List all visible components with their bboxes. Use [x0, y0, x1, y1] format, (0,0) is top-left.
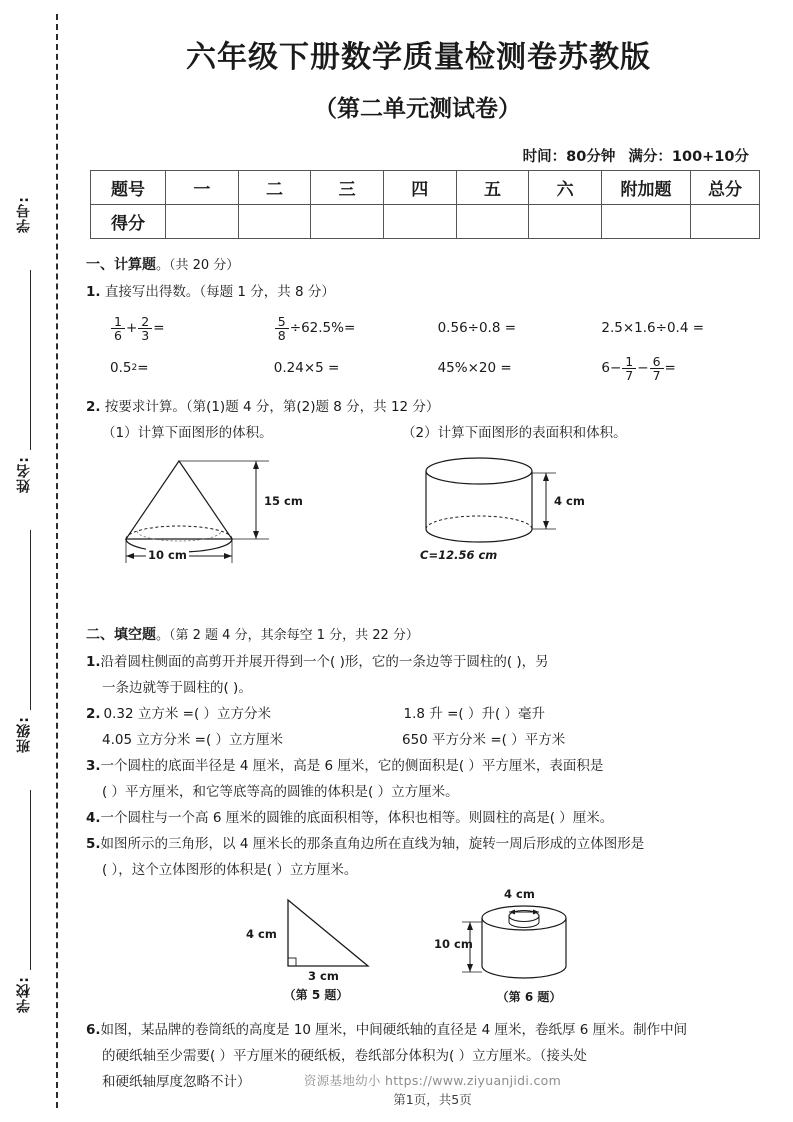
- equals-5: =: [137, 360, 149, 377]
- cylinder-height-label: 4 cm: [554, 494, 585, 509]
- page-footer: [72, 1071, 793, 1108]
- fill-item-6-line-2[interactable]: 的硬纸轴至少需要( ）平方厘米的硬纸板，卷纸部分体积为( ）立方厘米。（接头处: [102, 1048, 587, 1065]
- cone-height-label: 15 cm: [264, 494, 303, 509]
- fill-item-4: [86, 808, 773, 829]
- fill-item-3-line-1[interactable]: 一个圆柱的底面半径是 4 厘米，高是 6 厘米，它的侧面积是( ）平方厘米，表面积是: [100, 757, 604, 774]
- fill-item-6: [86, 1020, 773, 1041]
- section-1-heading: [86, 255, 773, 277]
- question-1-2-number: 2.: [86, 398, 101, 415]
- arithmetic-item-4[interactable]: 2.5×1.6÷0.4 =: [601, 320, 705, 337]
- fill-item-2-pair-1-left[interactable]: 0.32 立方米 =( ）立方分米: [103, 705, 272, 722]
- section-1-points: 。（共 20 分）: [156, 258, 240, 273]
- margin-label-class: 班级:: [16, 716, 32, 753]
- arithmetic-item-2[interactable]: [274, 315, 438, 343]
- triangle-horizontal-label: 3 cm: [308, 969, 339, 984]
- section-2-points: 。（第 2 题 4 分，其余每空 1 分，共 22 分）: [156, 628, 419, 644]
- question-1-2-subprompts: [86, 423, 773, 444]
- question-1-2-sub2: （2）计算下面图形的表面积和体积。: [402, 424, 627, 441]
- question-1-2-prompt: [86, 397, 773, 418]
- triangle-caption: （第 5 题）: [283, 988, 349, 1003]
- fill-item-5-line-2[interactable]: ( ），这个立体图形的体积是( ）立方厘米。: [102, 861, 358, 878]
- power-exponent: 2: [131, 362, 138, 373]
- equals-2: =: [343, 320, 356, 337]
- fill-item-1-cont: [86, 678, 773, 699]
- roll-top-label: 4 cm: [504, 887, 535, 902]
- fill-item-2-pair-2-right[interactable]: 650 平方分米 =( ）平方米: [402, 731, 566, 748]
- fill-item-2: [86, 704, 773, 725]
- margin-label-school: 学校:: [16, 976, 32, 1013]
- fill-item-4-line-1[interactable]: 一个圆柱与一个高 6 厘米的圆锥的底面积相等，体积也相等。则圆柱的高是( ）厘米。: [100, 809, 614, 826]
- score-cell-bonus[interactable]: [602, 205, 691, 239]
- cone-diagram: [104, 451, 334, 576]
- question-1-1-prompt: [86, 282, 773, 303]
- figure-cone: [104, 451, 404, 579]
- fill-item-2-pair-2-left[interactable]: 4.05 立方分米 =( ）立方厘米: [102, 731, 284, 748]
- fill-item-3-line-2[interactable]: ( ）平方厘米，和它等底等高的圆锥的体积是( ）立方厘米。: [102, 783, 459, 800]
- score-cell-6[interactable]: [529, 205, 602, 239]
- exam-content: [86, 255, 773, 1093]
- arithmetic-item-6[interactable]: 0.24×5 =: [273, 360, 340, 377]
- fill-item-5-number: 5.: [86, 835, 101, 852]
- exam-page: [72, 0, 793, 1122]
- dashed-cut-line: [56, 14, 58, 1108]
- margin-write-line-1: [30, 270, 31, 450]
- fill-item-6-line-3: 和硬纸轴厚度忽略不计）: [102, 1074, 251, 1091]
- score-col-5: 五: [456, 171, 529, 205]
- fill-item-6-line-1[interactable]: 如图，某品牌的卷筒纸的高度是 10 厘米，中间硬纸轴的直径是 4 厘米，卷纸厚 6 厘米。制作中间: [100, 1022, 688, 1039]
- page-number: 第1页，共5页: [393, 1092, 472, 1107]
- fraction-five-eighths: $\frac{5}{8}$: [275, 315, 289, 343]
- margin-write-line-2: [30, 530, 31, 710]
- section-1-title: 一、计算题: [86, 257, 156, 273]
- score-col-1: 一: [166, 171, 239, 205]
- fill-item-5-line-1[interactable]: 如图所示的三角形，以 4 厘米长的那条直角边所在直线为轴，旋转一周后形成的立体图形是: [100, 835, 645, 852]
- paper-roll-diagram: [446, 888, 626, 993]
- question-1-2-points: （第(1)题 4 分，第(2)题 8 分，共 12 分）: [185, 398, 440, 415]
- score-col-bonus: 附加题: [602, 171, 691, 205]
- exam-time: 时间：80分钟: [522, 149, 616, 165]
- watermark-text: 资源基地幼小 https://www.ziyuanjidi.com: [303, 1073, 562, 1088]
- figure-row-items-5-6: [236, 888, 773, 1006]
- question-1-1-number: 1.: [86, 283, 101, 300]
- score-col-total: 总分: [691, 171, 760, 205]
- fill-item-6-cont-1: [86, 1046, 773, 1067]
- table-row-question-numbers: [91, 171, 760, 205]
- fraction-one-sixth: $\frac{1}{6}$: [111, 315, 125, 343]
- fill-item-1-number: 1.: [86, 654, 101, 671]
- fill-item-3-number: 3.: [86, 757, 101, 774]
- score-cell-5[interactable]: [456, 205, 529, 239]
- arithmetic-item-1[interactable]: [110, 315, 274, 343]
- roll-height-label: 10 cm: [434, 937, 473, 952]
- fill-item-1-line-2[interactable]: 一条边就等于圆柱的( )。: [102, 680, 252, 697]
- figure-row-shapes: [104, 451, 773, 579]
- fill-item-5: [86, 834, 773, 855]
- arithmetic-row-2: [110, 355, 773, 383]
- arithmetic-item-5[interactable]: [110, 358, 274, 379]
- fill-item-3: [86, 756, 773, 777]
- equals-1: =: [153, 320, 165, 337]
- triangle-vertical-label: 4 cm: [246, 927, 277, 942]
- fill-item-2-pair-1-right[interactable]: 1.8 升 =( ）升( ）毫升: [403, 705, 546, 722]
- score-table: [90, 170, 760, 239]
- table-row-scores: [91, 205, 760, 239]
- figure-cylinder: [404, 451, 704, 579]
- question-1-1-text: 直接写出得数。: [104, 283, 200, 300]
- figure-paper-roll: [434, 887, 656, 1006]
- page-subtitle: （第二单元测试卷）: [314, 96, 521, 122]
- score-cell-2[interactable]: [238, 205, 311, 239]
- fill-item-5-cont: [86, 860, 773, 881]
- fill-item-3-cont: [86, 782, 773, 803]
- equals-8: =: [664, 360, 676, 377]
- arithmetic-item-8[interactable]: [601, 355, 773, 383]
- roll-caption: （第 6 题）: [496, 990, 562, 1005]
- exam-meta: [72, 145, 749, 166]
- margin-label-student-id: 学号:: [16, 196, 32, 233]
- operator-plus: +: [125, 320, 138, 337]
- fill-item-6-number: 6.: [86, 1022, 101, 1039]
- arithmetic-item-3[interactable]: 0.56÷0.8 =: [437, 320, 517, 337]
- operand-percent: 62.5%: [301, 320, 344, 337]
- fill-item-1-line-1[interactable]: 沿着圆柱侧面的高剪开并展开得到一个( )形，它的一条边等于圆柱的( )，另: [100, 654, 549, 671]
- fraction-one-seventh: $\frac{1}{7}$: [622, 355, 636, 383]
- exam-full-score: 满分：100+10分: [628, 149, 749, 165]
- fill-item-2-cont: [86, 730, 773, 751]
- score-cell-3[interactable]: [311, 205, 384, 239]
- section-2-heading: [86, 625, 773, 647]
- score-cell-4[interactable]: [383, 205, 456, 239]
- score-table-row-label-score: 得分: [91, 205, 166, 239]
- question-1-1-points: （每题 1 分，共 8 分）: [199, 283, 335, 300]
- fraction-two-thirds: $\frac{2}{3}$: [138, 315, 152, 343]
- figure-triangle: [236, 888, 446, 1006]
- margin-write-line-3: [30, 790, 31, 970]
- score-col-6: 六: [529, 171, 602, 205]
- power-base: 0.5: [110, 360, 132, 377]
- score-col-3: 三: [311, 171, 384, 205]
- score-col-2: 二: [238, 171, 311, 205]
- score-cell-1[interactable]: [166, 205, 239, 239]
- score-col-4: 四: [383, 171, 456, 205]
- fraction-six-sevenths: $\frac{6}{7}$: [650, 355, 664, 383]
- fill-item-2-number: 2.: [86, 705, 101, 722]
- score-cell-total[interactable]: [691, 205, 760, 239]
- section-2-title: 二、填空题: [86, 627, 156, 644]
- operator-divide: ÷: [289, 320, 302, 337]
- operator-minus: −: [637, 360, 649, 377]
- whole-number-lead: 6−: [601, 360, 622, 377]
- margin-label-name: 姓名:: [16, 456, 32, 493]
- question-1-2-text: 按要求计算。: [104, 398, 186, 415]
- cone-diameter-label: 10 cm: [146, 547, 189, 565]
- score-table-row-label-question: 题号: [91, 171, 166, 205]
- arithmetic-row-1: [110, 315, 773, 343]
- left-margin-strip: [0, 0, 72, 1122]
- page-title: 六年级下册数学质量检测卷苏教版: [186, 40, 651, 75]
- cylinder-circumference-label: C=12.56 cm: [420, 548, 498, 563]
- arithmetic-item-7[interactable]: 45%×20 =: [437, 360, 512, 377]
- fill-item-4-number: 4.: [86, 809, 101, 826]
- question-1-2-sub1: （1）计算下面图形的体积。: [102, 424, 273, 441]
- fill-item-1: [86, 652, 773, 673]
